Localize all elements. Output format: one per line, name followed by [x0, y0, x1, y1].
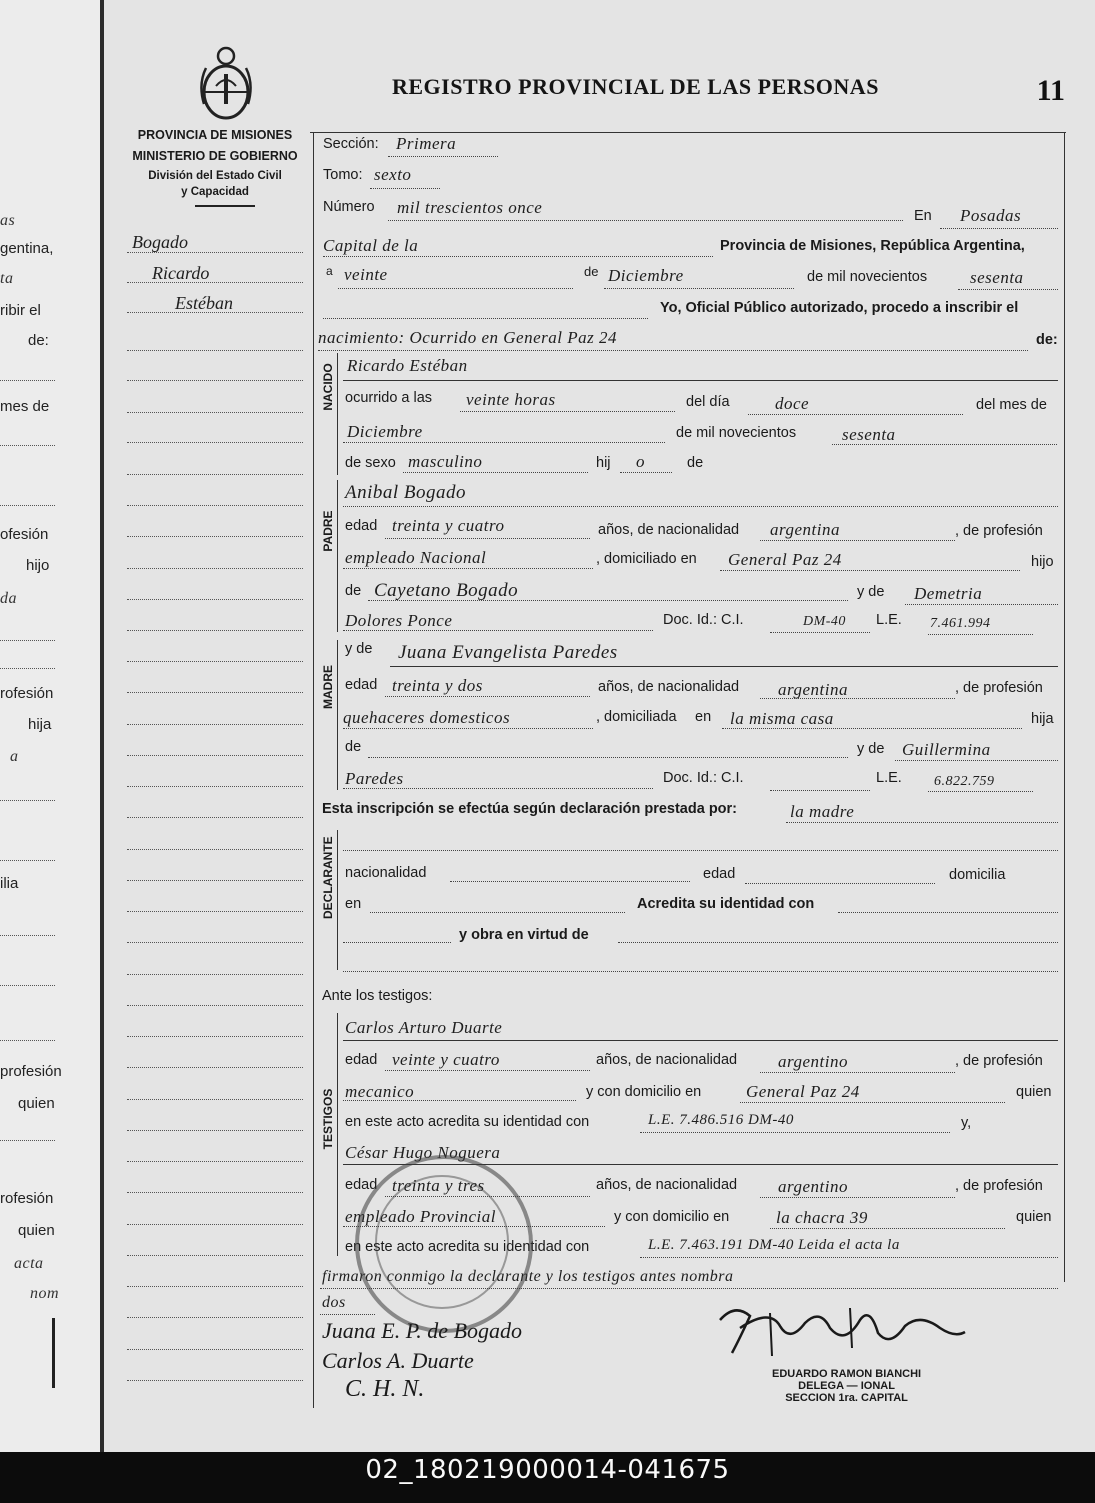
testigo-2-acredita-label: en este acto acredita su identidad con [345, 1239, 590, 1255]
declarante-acredita-label: Acredita su identidad con [637, 896, 815, 912]
declarante-domicilia-label: domicilia [949, 867, 1006, 883]
province-name: PROVINCIA DE MISIONES [137, 128, 293, 142]
madre-tab: MADRE [321, 665, 335, 709]
official-name: EDUARDO RAMON BIANCHI [772, 1368, 922, 1380]
testigo-1-edad: veinte y cuatro [392, 1050, 500, 1069]
prev-fragment: as [0, 212, 16, 229]
a-label: a [326, 264, 333, 278]
testigo-2-quien-label: quien [1016, 1209, 1052, 1225]
form-top-rule [310, 132, 1066, 133]
declaracion-label: Esta inscripción se efectúa según declaración prestada por: [322, 801, 737, 817]
testigo-1-domicilio: General Paz 24 [746, 1082, 860, 1101]
de-label: de [584, 264, 599, 279]
del-mes-label: del mes de [976, 397, 1047, 413]
capital-text: Capital de la [323, 236, 419, 255]
testigos-intro: Ante los testigos: [322, 988, 433, 1004]
official-seccion: SECCION 1ra. CAPITAL [785, 1392, 908, 1404]
tomo-label: Tomo: [323, 167, 363, 183]
en-label: En [914, 208, 932, 224]
madre-le: 6.822.759 [934, 774, 995, 789]
nacido-tab: NACIDO [321, 363, 335, 411]
ministry-name: MINISTERIO DE GOBIERNO [132, 149, 298, 163]
prev-fragment: ribir el [0, 302, 41, 319]
declaracion-valor: la madre [790, 802, 855, 821]
official-signature-icon [710, 1298, 970, 1358]
madre-doc-label: Doc. Id.: C.I. [663, 770, 744, 786]
cierre-linea-1: firmaron conmigo la declarante y los testigos antes nombra [322, 1268, 734, 1285]
document-code: 02_180219000014-041675 [365, 1455, 730, 1485]
numero-label: Número [323, 199, 375, 215]
dia-inscripcion: veinte [344, 265, 388, 284]
padre-edad: treinta y cuatro [392, 516, 505, 535]
seccion-value: Primera [396, 134, 457, 153]
testigo-2-profesion: empleado Provincial [345, 1207, 496, 1226]
padre-edad-label: edad [345, 518, 378, 534]
official-seal-inner-ring [375, 1175, 509, 1309]
padre-nacionalidad: argentina [770, 520, 840, 539]
madre-en-label: en [695, 709, 712, 725]
ocurrido-label: ocurrido a las [345, 390, 433, 406]
prev-fragment: quien [18, 1095, 55, 1112]
padre-profesion: empleado Nacional [345, 548, 487, 567]
padre-hijo-label: hijo [1031, 554, 1054, 570]
padre-y-de-label: y de [857, 584, 885, 600]
testigo-2-edad: treinta y tres [392, 1176, 485, 1195]
margin-divider [313, 132, 314, 1408]
prev-fragment: ilia [0, 875, 19, 892]
declarante-en-label: en [345, 896, 362, 912]
padre-madre-1: Demetria [914, 584, 983, 603]
tomo-value: sexto [374, 165, 412, 184]
nacido-anio: sesenta [842, 425, 896, 444]
madre-edad: treinta y dos [392, 676, 483, 695]
testigo-1-nombre: Carlos Arturo Duarte [345, 1018, 503, 1037]
form-right-border [1064, 132, 1065, 1282]
prev-fragment: acta [14, 1255, 44, 1272]
testigo-1-prof-label: , de profesión [955, 1053, 1043, 1069]
seccion-label: Sección: [323, 136, 379, 152]
padre-madre-2: Dolores Ponce [345, 611, 453, 630]
padre-domicilio: General Paz 24 [728, 550, 842, 569]
cierre-linea-2: dos [322, 1294, 346, 1311]
sexo-label: de sexo [345, 455, 396, 471]
madre-y-de-label: y de [345, 641, 373, 657]
padre-nac-label: años, de nacionalidad [598, 522, 740, 538]
nacido-nombre: Ricardo Estéban [347, 356, 468, 375]
prev-fragment: hijo [26, 557, 50, 574]
madre-de-label: de [345, 739, 362, 755]
prev-fragment: rofesión [0, 1190, 54, 1207]
madre-le-label: L.E. [876, 770, 902, 786]
padre-de-label: de [345, 583, 362, 599]
del-dia-label: del día [686, 394, 730, 410]
page-number: 11 [1036, 74, 1065, 107]
madre-hija-label: hija [1031, 711, 1054, 727]
nacido-hora: veinte horas [466, 390, 556, 409]
padre-tab: PADRE [321, 510, 335, 552]
testigo-2-dom-label: y con domicilio en [614, 1209, 730, 1225]
testigo-2-nac-label: años, de nacionalidad [596, 1177, 738, 1193]
signature-declarante: Juana E. P. de Bogado [322, 1318, 523, 1343]
hij-suffix: o [636, 452, 645, 471]
padre-nombre: Anibal Bogado [345, 482, 467, 503]
madre-prof-label: , de profesión [955, 680, 1043, 696]
official-name-stamp [772, 1368, 921, 1404]
anio-inscripcion: sesenta [970, 268, 1024, 287]
division-line-1: División del Estado Civil [148, 170, 282, 182]
nacido-anio-label: de mil novecientos [676, 425, 797, 441]
testigo-1-quien-label: quien [1016, 1084, 1052, 1100]
prev-fragment: ta [0, 270, 14, 287]
numero-value: mil trescientos once [397, 198, 543, 217]
testigo-1-nac-label: años, de nacionalidad [596, 1052, 738, 1068]
signature-testigo-1: Carlos A. Duarte [322, 1348, 474, 1373]
prev-fragment: profesión [0, 1063, 62, 1080]
division-line-2: y Capacidad [181, 186, 249, 198]
declarante-virtud-label: y obra en virtud de [459, 927, 589, 943]
testigo-1-nacionalidad: argentino [778, 1052, 848, 1071]
record-page [104, 0, 1095, 1452]
nacido-sexo: masculino [408, 452, 483, 471]
padre-padre: Cayetano Bogado [374, 580, 519, 601]
margin-given-name-2: Estéban [175, 293, 233, 313]
testigo-2-edad-label: edad [345, 1177, 378, 1193]
prev-fragment: da [0, 590, 17, 607]
madre-nacionalidad: argentina [778, 680, 848, 699]
prev-fragment: a [10, 748, 19, 765]
prev-fragment: mes de [0, 398, 50, 415]
en-ciudad: Posadas [960, 206, 1022, 225]
header-divider [195, 205, 255, 207]
madre-profesion: quehaceres domesticos [343, 708, 511, 727]
margin-given-name-1: Ricardo [152, 263, 210, 283]
nacido-de-label: de [687, 455, 704, 471]
testigo-2-nacionalidad: argentino [778, 1177, 848, 1196]
testigo-2-domicilio: la chacra 39 [776, 1208, 868, 1227]
madre-madre-2: Paredes [345, 769, 404, 788]
madre-domicilio: la misma casa [730, 709, 834, 728]
oficial-text: Yo, Oficial Público autorizado, procedo a inscribir el [660, 300, 1019, 316]
testigo-1-acredita-label: en este acto acredita su identidad con [345, 1114, 590, 1130]
hij-label: hij [596, 455, 611, 471]
nacido-mes: Diciembre [347, 422, 423, 441]
padre-prof-label: , de profesión [955, 523, 1043, 539]
madre-dom-label: , domiciliada [596, 709, 677, 725]
testigo-1-y-label: y, [961, 1115, 972, 1131]
official-cargo: DELEGA — IONAL [798, 1380, 895, 1392]
previous-page-edge [0, 0, 100, 1452]
declarante-tab: DECLARANTE [321, 836, 335, 919]
testigo-1-documento: L.E. 7.486.516 DM-40 [648, 1112, 794, 1128]
testigo-2-prof-label: , de profesión [955, 1178, 1043, 1194]
padre-dom-label: , domiciliado en [596, 551, 697, 567]
prev-fragment: quien [18, 1222, 55, 1239]
testigo-1-profesion: mecanico [345, 1082, 415, 1101]
testigo-1-edad-label: edad [345, 1052, 378, 1068]
acto-registrado: nacimiento: Ocurrido en General Paz 24 [318, 328, 617, 347]
testigo-1-dom-label: y con domicilio en [586, 1084, 702, 1100]
de-colon-label: de: [1036, 332, 1058, 348]
margin-surname: Bogado [132, 232, 188, 252]
prev-fragment: gentina, [0, 240, 54, 257]
nacido-dia: doce [775, 394, 810, 413]
prev-fragment: de: [28, 332, 49, 349]
madre-nombre: Juana Evangelista Paredes [398, 642, 618, 663]
mes-inscripcion: Diciembre [608, 266, 684, 285]
padre-dm: DM-40 [803, 614, 846, 629]
madre-nac-label: años, de nacionalidad [598, 679, 740, 695]
signature-testigo-2: C. H. N. [345, 1376, 425, 1402]
madre-madre-1: Guillermina [902, 740, 991, 759]
declarante-nacionalidad-label: nacionalidad [345, 865, 427, 881]
coat-of-arms-icon [196, 44, 256, 124]
padre-le-label: L.E. [876, 612, 902, 628]
madre-edad-label: edad [345, 677, 378, 693]
prev-fragment: nom [30, 1285, 60, 1302]
anio-label: de mil novecientos [807, 269, 928, 285]
page-title: REGISTRO PROVINCIAL DE LAS PERSONAS [392, 74, 879, 99]
declarante-edad-label: edad [703, 866, 736, 882]
provincia-text: Provincia de Misiones, República Argentina, [720, 238, 1025, 254]
testigo-2-documento: L.E. 7.463.191 DM-40 Leida el acta la [648, 1237, 900, 1253]
prev-fragment: ofesión [0, 526, 49, 543]
prev-fragment: hija [28, 716, 52, 733]
testigo-2-nombre: César Hugo Noguera [345, 1143, 501, 1162]
padre-le: 7.461.994 [930, 616, 991, 631]
madre-y-de-label-2: y de [857, 741, 885, 757]
prev-fragment: rofesión [0, 685, 54, 702]
padre-doc-label: Doc. Id.: C.I. [663, 612, 744, 628]
testigos-tab: TESTIGOS [321, 1088, 335, 1150]
